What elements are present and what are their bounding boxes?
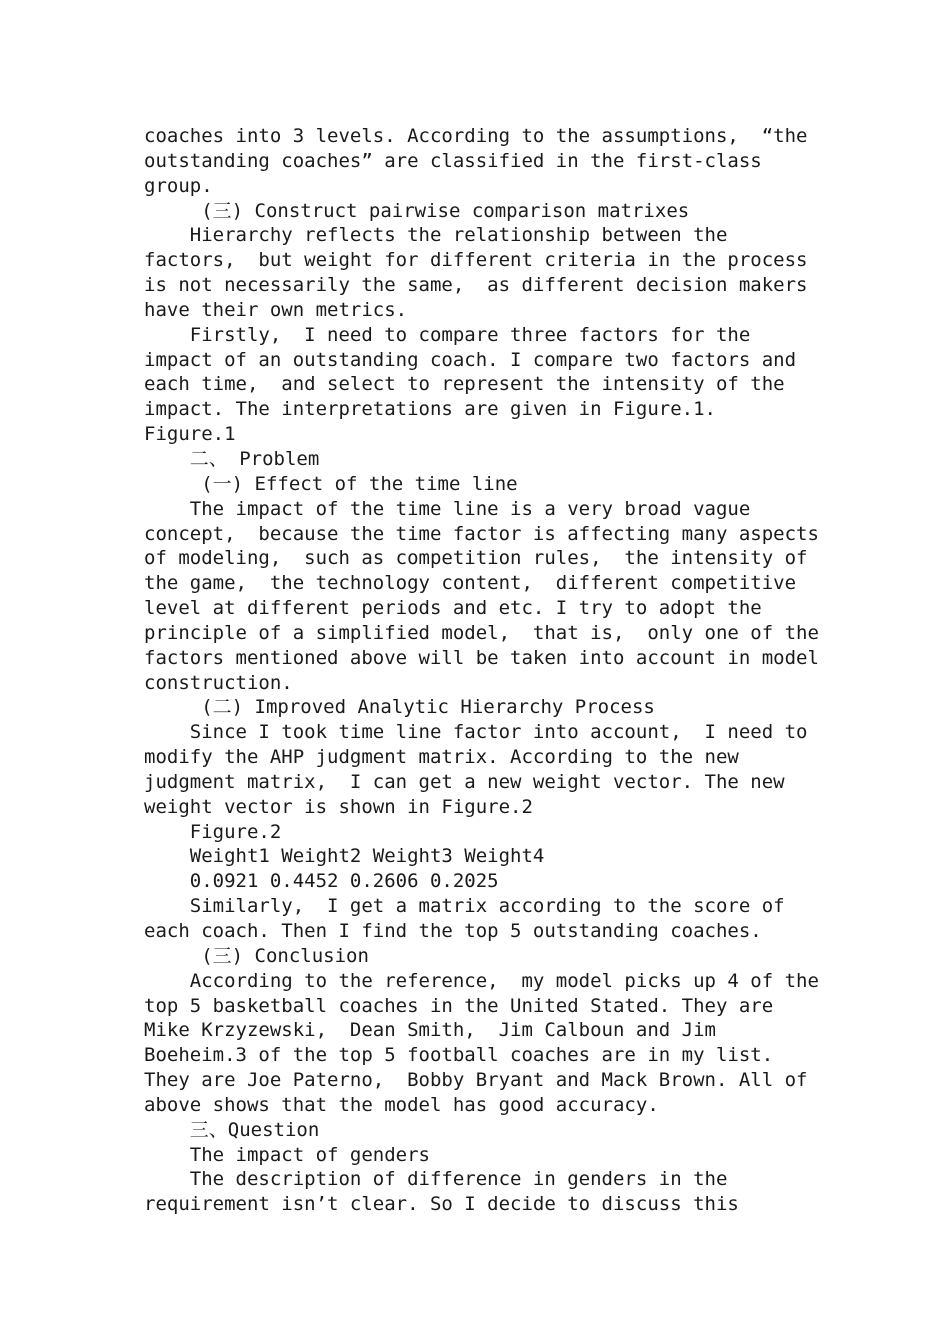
- text-line: requirement isn’t clear. So I decide to discuss this: [144, 1193, 739, 1216]
- text-line: the game, the technology content, different competitive: [144, 572, 797, 595]
- figure-caption: Figure.1: [144, 423, 236, 446]
- text-line: construction.: [144, 671, 293, 694]
- text-line: The impact of the time line is a very broad vague: [144, 497, 751, 520]
- text-line: outstanding coaches” are classified in the first-class: [144, 149, 762, 172]
- text-line: have their own metrics.: [144, 298, 408, 321]
- section-heading: 三、Question: [144, 1118, 320, 1141]
- text-line: each time, and select to represent the intensity of the: [144, 373, 785, 396]
- section-heading: 二、 Problem: [144, 447, 320, 470]
- text-line: According to the reference, my model picks up 4 of the: [144, 969, 819, 992]
- text-line: of modeling, such as competition rules, the intensity of: [144, 547, 808, 570]
- text-line: Boeheim.3 of the top 5 football coaches are in my list.: [144, 1044, 774, 1067]
- text-line: judgment matrix, I can get a new weight vector. The new: [144, 770, 785, 793]
- text-line: impact. The interpretations are given in Figure.1.: [144, 398, 716, 421]
- weight-header-row: Weight1 Weight2 Weight3 Weight4: [144, 845, 545, 868]
- section-heading: (一) Effect of the time line: [144, 472, 518, 495]
- figure-caption: Figure.2: [144, 820, 282, 843]
- text-line: above shows that the model has good accuracy.: [144, 1093, 659, 1116]
- text-line: coaches into 3 levels. According to the assumptions, “the: [144, 125, 808, 147]
- weight-value-row: 0.0921 0.4452 0.2606 0.2025: [144, 870, 499, 893]
- text-line: Since I took time line factor into account, I need to: [144, 721, 808, 744]
- text-line: principle of a simplified model, that is, only one of the: [144, 621, 819, 644]
- text-line: factors mentioned above will be taken into account in model: [144, 646, 819, 669]
- section-heading: (三) Construct pairwise comparison matrixes: [144, 199, 690, 222]
- text-line: impact of an outstanding coach. I compare two factors and: [144, 348, 797, 371]
- text-line: Similarly, I get a matrix according to the score of: [144, 895, 785, 918]
- section-heading: The impact of genders: [144, 1143, 430, 1166]
- text-line: concept, because the time factor is affecting many aspects: [144, 522, 819, 545]
- section-heading: (三) Conclusion: [144, 944, 369, 967]
- text-line: modify the AHP judgment matrix. According to the new: [144, 746, 739, 769]
- document-body: [144, 124, 824, 1217]
- text-line: weight vector is shown in Figure.2: [144, 795, 533, 818]
- text-line: Hierarchy reflects the relationship between the: [144, 224, 728, 247]
- section-heading: (二) Improved Analytic Hierarchy Process: [144, 696, 655, 719]
- text-line: each coach. Then I find the top 5 outstanding coaches.: [144, 920, 762, 942]
- text-line: Mike Krzyzewski, Dean Smith, Jim Calboun and Jim: [144, 1019, 716, 1042]
- text-line: top 5 basketball coaches in the United Stated. They are: [144, 994, 774, 1017]
- text-line: group.: [144, 174, 213, 197]
- text-line: Firstly, I need to compare three factors for the: [144, 323, 751, 346]
- text-line: They are Joe Paterno, Bobby Bryant and Mack Brown. All of: [144, 1069, 808, 1092]
- text-line: factors, but weight for different criteria in the process: [144, 249, 808, 272]
- text-line: is not necessarily the same, as different decision makers: [144, 274, 808, 297]
- text-line: The description of difference in genders in the: [144, 1168, 728, 1191]
- text-line: level at different periods and etc. I try to adopt the: [144, 597, 762, 620]
